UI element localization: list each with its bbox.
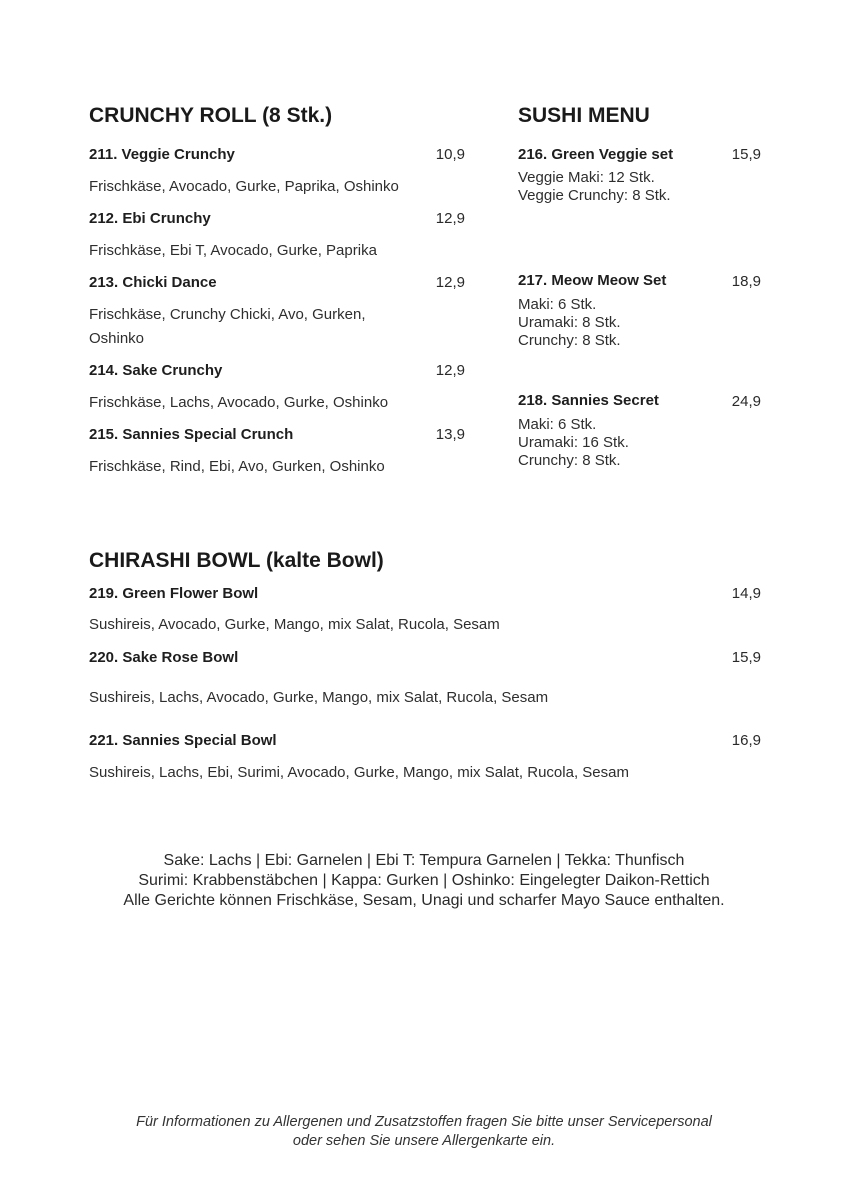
menu-item-price: 15,9 xyxy=(731,146,761,163)
menu-item-name: 221. Sannies Special Bowl xyxy=(89,732,277,749)
menu-item-description xyxy=(89,303,366,351)
menu-item-name: 216. Green Veggie set xyxy=(518,146,674,163)
menu-item-name: 212. Ebi Crunchy xyxy=(89,210,211,227)
set-content-line: Uramaki: 8 Stk. xyxy=(518,314,621,331)
set-contents xyxy=(518,169,671,205)
menu-item-name: 213. Chicki Dance xyxy=(89,274,217,291)
menu-item-name: 214. Sake Crunchy xyxy=(89,362,223,379)
menu-item-name: 220. Sake Rose Bowl xyxy=(89,649,239,666)
menu-item-price: 10,9 xyxy=(435,146,465,163)
footer-line: Für Informationen zu Allergenen und Zusatzstoffen fragen Sie bitte unser Servicepersonal xyxy=(136,1114,712,1130)
menu-item-price: 16,9 xyxy=(731,732,761,749)
menu-item-name: 211. Veggie Crunchy xyxy=(89,146,235,163)
set-contents xyxy=(518,296,621,350)
menu-item-name: 218. Sannies Secret xyxy=(518,392,659,409)
menu-item-name: 219. Green Flower Bowl xyxy=(89,585,259,602)
legend-line: Sake: Lachs | Ebi: Garnelen | Ebi T: Tempura Garnelen | Tekka: Thunfisch xyxy=(163,852,685,869)
abbreviation-legend xyxy=(0,851,848,911)
crunchy-section-title: CRUNCHY ROLL (8 Stk.) xyxy=(89,104,333,127)
menu-item-price: 12,9 xyxy=(435,274,465,291)
menu-item-description: Sushireis, Avocado, Gurke, Mango, mix Salat, Rucola, Sesam xyxy=(89,616,500,633)
set-content-line: Crunchy: 8 Stk. xyxy=(518,332,621,349)
set-content-line: Veggie Crunchy: 8 Stk. xyxy=(518,187,671,204)
description-line: Frischkäse, Crunchy Chicki, Avo, Gurken, xyxy=(89,306,366,323)
menu-item-price: 12,9 xyxy=(435,210,465,227)
menu-item-price: 14,9 xyxy=(731,585,761,602)
menu-item-price: 12,9 xyxy=(435,362,465,379)
menu-item-price: 24,9 xyxy=(731,393,761,410)
menu-item-description: Frischkäse, Ebi T, Avocado, Gurke, Paprika xyxy=(89,242,377,259)
description-line: Oshinko xyxy=(89,330,145,347)
menu-item-description: Frischkäse, Lachs, Avocado, Gurke, Oshinko xyxy=(89,394,389,411)
legend-line: Surimi: Krabbenstäbchen | Kappa: Gurken | Oshinko: Eingelegter Daikon-Rettich xyxy=(138,872,710,889)
menu-item-price: 15,9 xyxy=(731,649,761,666)
chirashi-section-title: CHIRASHI BOWL (kalte Bowl) xyxy=(89,549,384,572)
allergen-notice xyxy=(0,1113,848,1151)
set-content-line: Maki: 6 Stk. xyxy=(518,296,597,313)
set-content-line: Uramaki: 16 Stk. xyxy=(518,434,629,451)
menu-item-price: 18,9 xyxy=(731,273,761,290)
menu-item-name: 217. Meow Meow Set xyxy=(518,272,667,289)
menu-item-name: 215. Sannies Special Crunch xyxy=(89,426,294,443)
menu-item-description: Frischkäse, Avocado, Gurke, Paprika, Oshinko xyxy=(89,178,399,195)
sushi-section-title: SUSHI MENU xyxy=(518,104,650,127)
set-content-line: Maki: 6 Stk. xyxy=(518,416,597,433)
menu-item-price: 13,9 xyxy=(435,426,465,443)
set-content-line: Crunchy: 8 Stk. xyxy=(518,452,621,469)
menu-item-description: Frischkäse, Rind, Ebi, Avo, Gurken, Oshinko xyxy=(89,458,385,475)
footer-line: oder sehen Sie unsere Allergenkarte ein. xyxy=(292,1133,556,1149)
legend-line: Alle Gerichte können Frischkäse, Sesam, Unagi und scharfer Mayo Sauce enthalten. xyxy=(123,892,725,909)
set-contents xyxy=(518,416,629,470)
menu-item-description: Sushireis, Lachs, Ebi, Surimi, Avocado, Gurke, Mango, mix Salat, Rucola, Sesam xyxy=(89,764,629,781)
menu-item-description: Sushireis, Lachs, Avocado, Gurke, Mango, mix Salat, Rucola, Sesam xyxy=(89,689,549,706)
set-content-line: Veggie Maki: 12 Stk. xyxy=(518,169,655,186)
